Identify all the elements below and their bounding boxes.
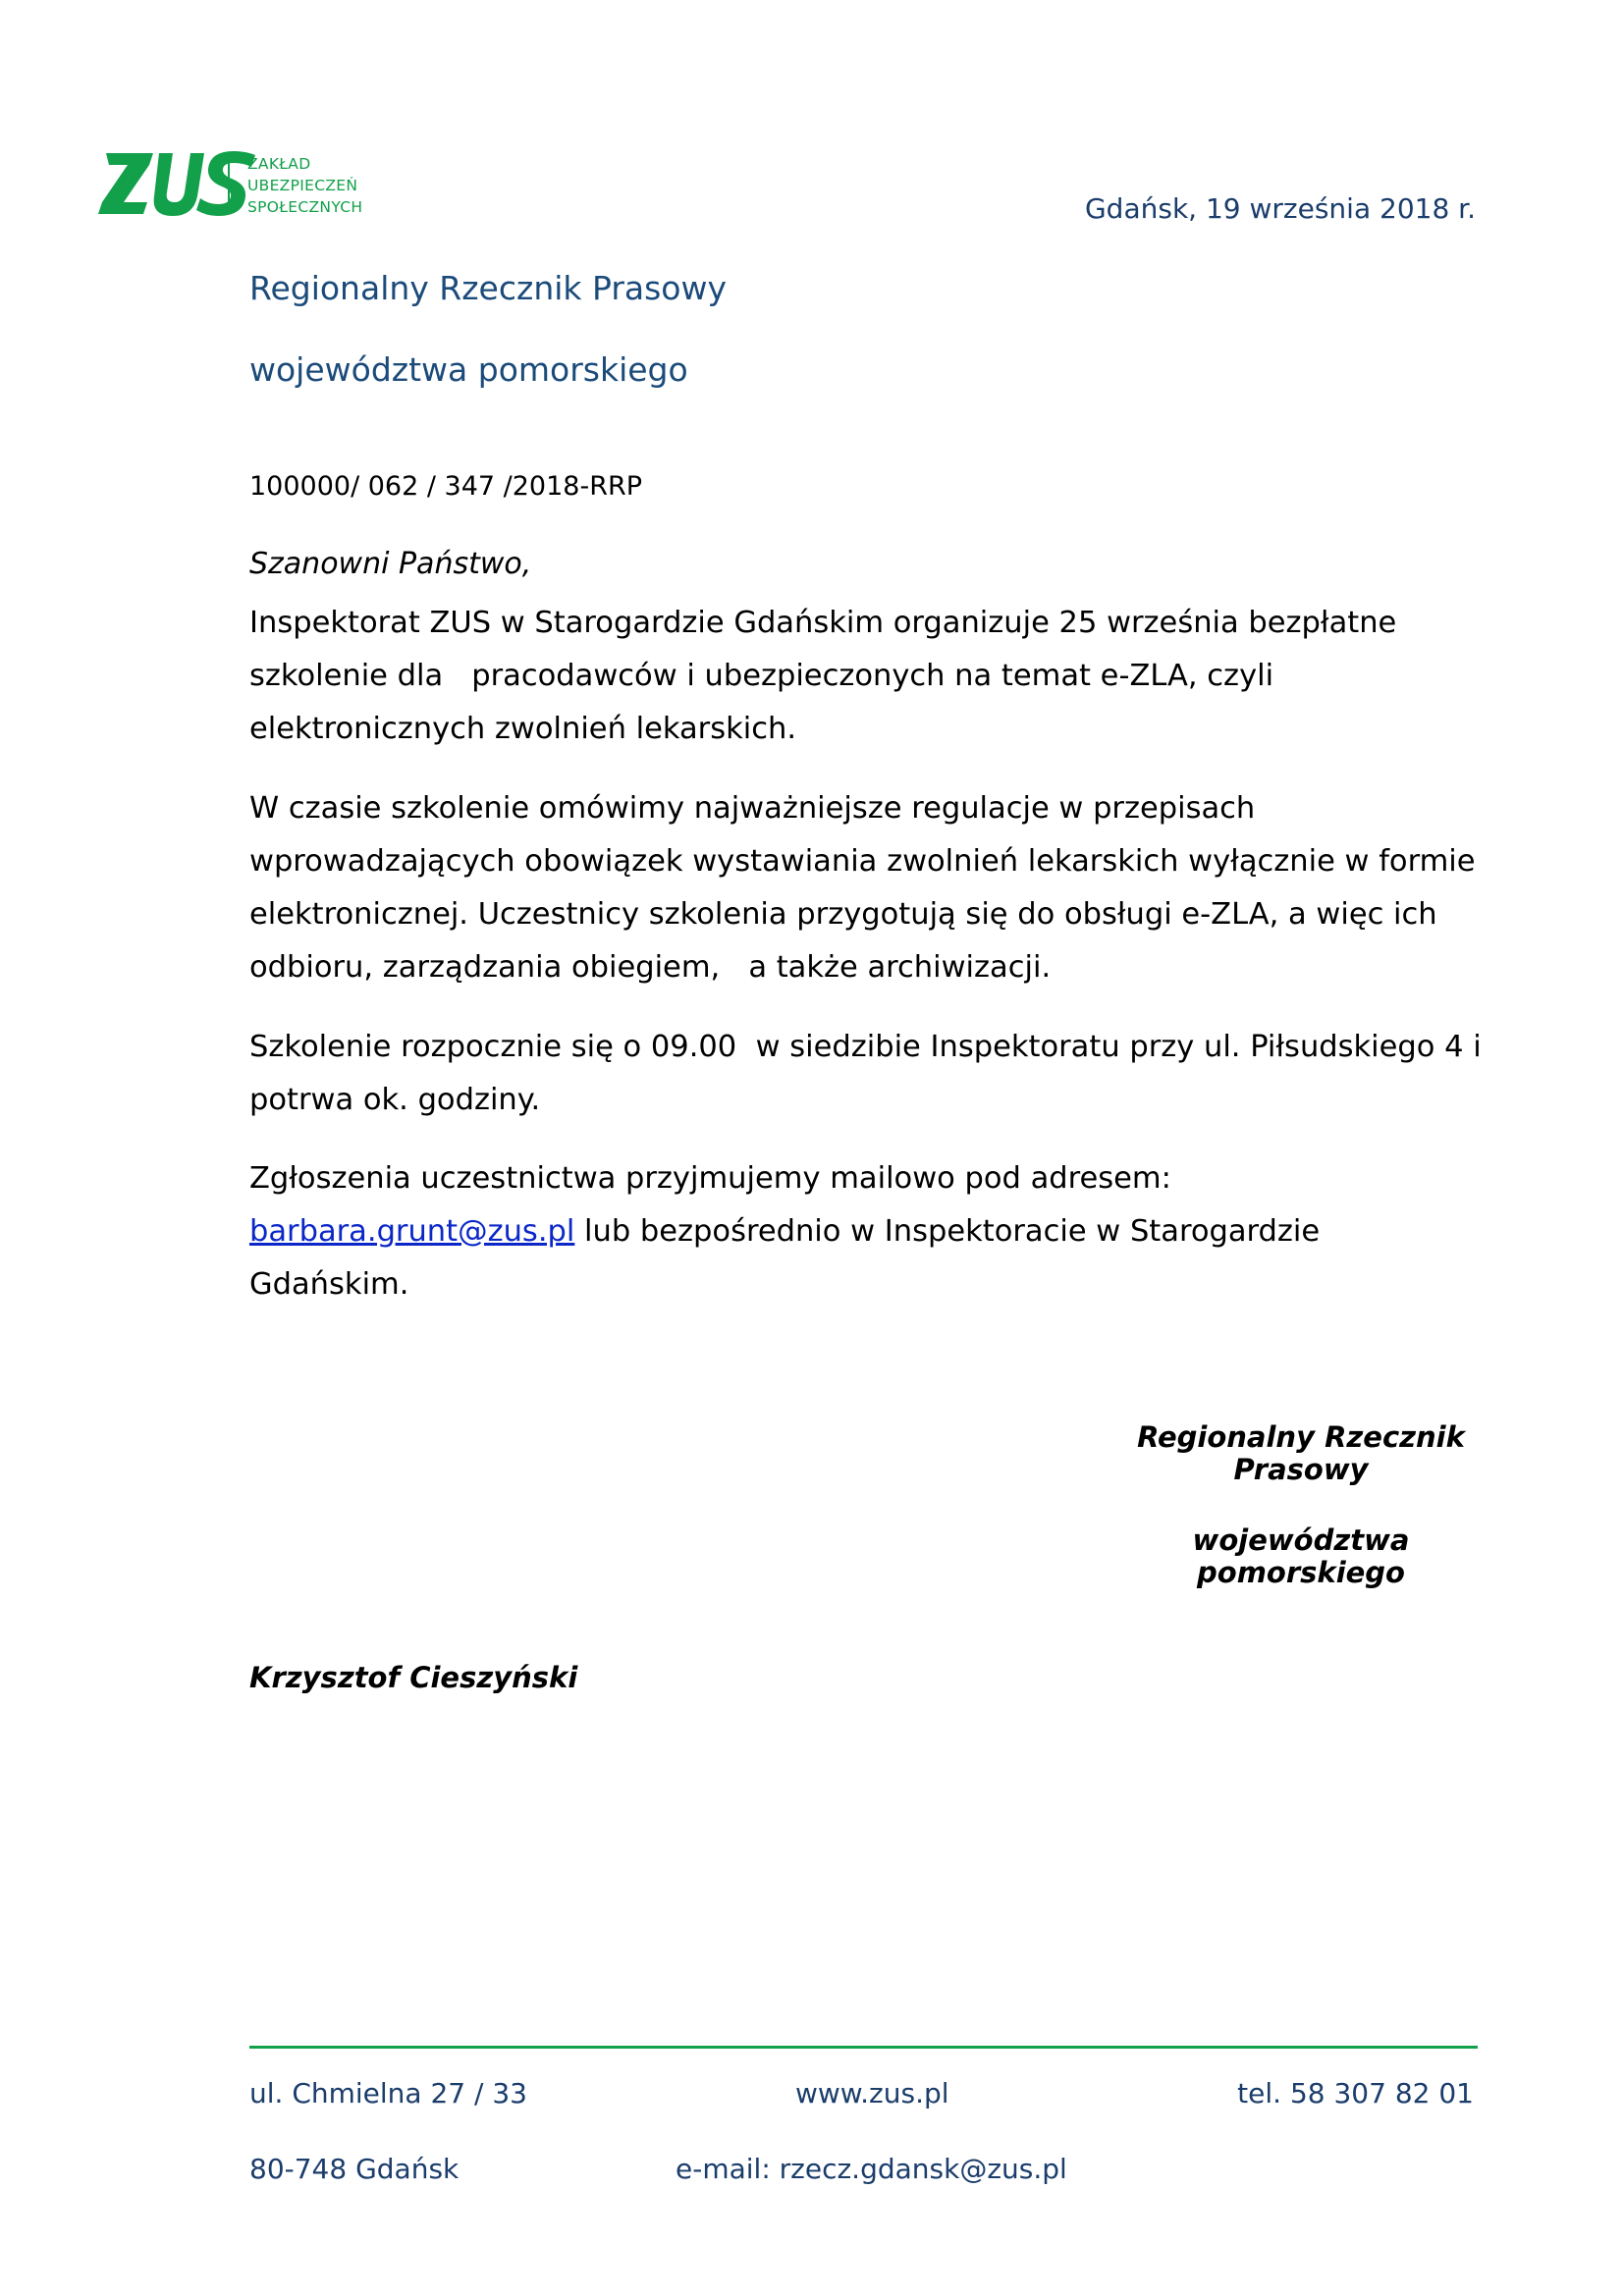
logo-text: [247, 153, 362, 218]
reference-number: 100000/ 062 / 347 /2018-RRP: [249, 471, 643, 502]
signature-title-line-1: Regionalny Rzecznik: [1137, 1420, 1465, 1454]
paragraph-4-text: Zgłoszenia uczestnictwa przyjmujemy mailowo pod adresem:: [249, 1161, 1181, 1196]
contact-email-link[interactable]: barbara.grunt@zus.pl: [249, 1214, 575, 1249]
footer-phone: tel. 58 307 82 01: [1237, 2077, 1474, 2109]
paragraph-1: Inspektorat ZUS w Starogardzie Gdańskim organizuje 25 września bezpłatne szkolenie dla pracodawców i ubezpieczonych na temat e-ZLA, czyli elektronicznych zwolnień lekarskich.: [249, 606, 1407, 746]
sender-title: Regionalny Rzecznik Prasowy: [249, 269, 728, 307]
logo-line-3: SPOŁECZNYCH: [247, 198, 363, 216]
letter-date: Gdańsk, 19 września 2018 r.: [1084, 192, 1476, 225]
logo-line-1: ZAKŁAD: [247, 155, 311, 173]
footer-website: www.zus.pl: [795, 2077, 949, 2109]
footer-divider: [249, 2046, 1478, 2049]
footer-email: e-mail: rzecz.gdansk@zus.pl: [676, 2153, 1067, 2185]
logo-line-2: UBEZPIECZEŃ: [247, 177, 358, 194]
signature-title-line-4: pomorskiego: [1197, 1556, 1405, 1589]
paragraph-2: W czasie szkolenie omówimy najważniejsze regulacje w przepisach wprowadzających obowiązek wystawiania zwolnień lekarskich wyłącznie w formie elektronicznej. Uczestnicy szkolenia przygotują się do obsługi e-ZLA, a więc ich odbioru, zarządzania obiegiem, a także archiwizacji.: [249, 791, 1486, 985]
signature-title-line-3: województwa: [1192, 1523, 1410, 1557]
signature-title-block: [1119, 1421, 1483, 1589]
signer-name: Krzysztof Cieszyński: [249, 1661, 578, 1694]
signature-title-line-2: Prasowy: [1233, 1453, 1369, 1486]
footer-street: ul. Chmielna 27 / 33: [249, 2077, 527, 2109]
paragraph-3: Szkolenie rozpocznie się o 09.00 w siedzibie Inspektoratu przy ul. Piłsudskiego 4 i potrwa ok. godziny.: [249, 1030, 1491, 1117]
greeting: Szanowni Państwo,: [249, 547, 532, 581]
paragraph-4-text-end: lub bezpośrednio w Inspektoracie w Starogardzie Gdańskim.: [249, 1214, 1329, 1302]
footer-city: 80-748 Gdańsk: [249, 2153, 460, 2185]
sender-region: województwa pomorskiego: [249, 350, 688, 389]
paragraph-4: [249, 1152, 1487, 1311]
